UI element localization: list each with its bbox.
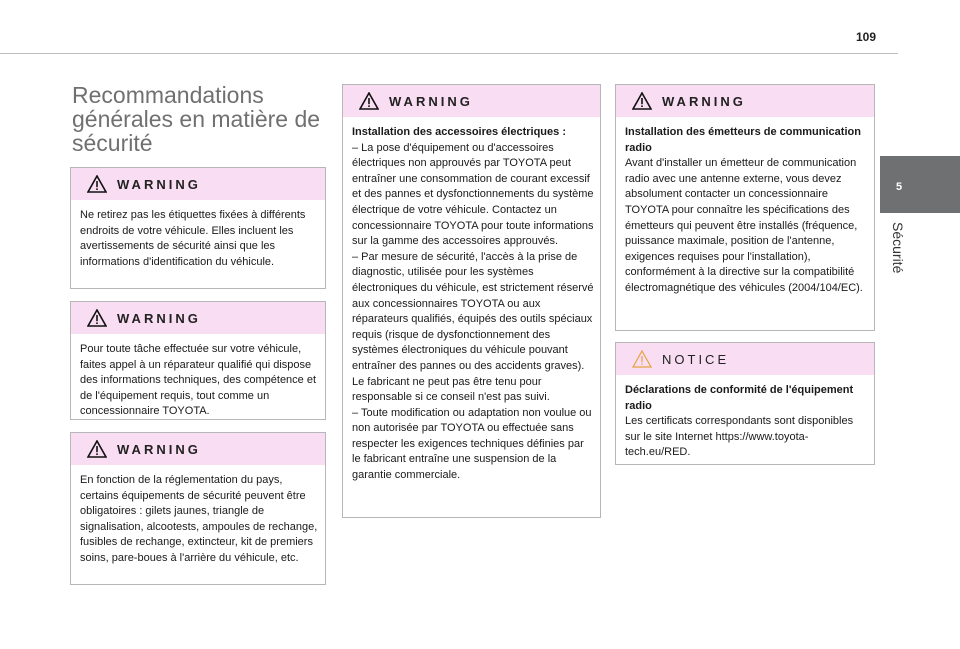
chapter-tab xyxy=(880,156,960,213)
notice-header xyxy=(616,343,874,375)
warning-label: WARNING xyxy=(117,177,201,192)
warning-triangle-icon xyxy=(87,309,107,327)
warning-header xyxy=(71,433,325,465)
chapter-tab-number: 5 xyxy=(896,181,903,193)
warning-text: – Toute modification ou adaptation non voulue ou non autorisée par TOYOTA ou effectuée sans respecter les exigences techniques définies par le fabricant entraîne une suspension de la garantie commerciale. xyxy=(352,406,592,482)
warning-box xyxy=(70,432,326,585)
chapter-tab-label: Sécurité xyxy=(890,222,906,274)
warning-heading: Installation des émetteurs de communication radio xyxy=(625,126,861,154)
warning-label: WARNING xyxy=(117,442,201,457)
warning-triangle-icon xyxy=(632,92,652,110)
warning-triangle-icon xyxy=(87,440,107,458)
notice-heading: Déclarations de conformité de l'équipement radio xyxy=(625,384,854,412)
notice-box xyxy=(615,342,875,465)
warning-header xyxy=(616,85,874,117)
warning-text: Pour toute tâche effectuée sur votre véhicule, faites appel à un réparateur qualifié qui dispose des informations techniques, des compétence et de l'équipement requis, tout comme un concessionnaire TOYOTA. xyxy=(80,343,317,418)
warning-box xyxy=(70,167,326,289)
notice-text: Les certificats correspondants sont disponibles sur le site Internet https://www.toyota-tech.eu/RED. xyxy=(625,415,854,459)
page-number: 109 xyxy=(856,30,877,44)
notice-label: NOTICE xyxy=(662,352,730,367)
warning-header xyxy=(71,302,325,334)
notice-triangle-icon xyxy=(632,350,652,368)
warning-text: En fonction de la réglementation du pays, certains équipements de sécurité peuvent être obligatoires : gilets jaunes, triangle de signalisation, alcootests, ampoules de rechange, fusibles de rechange, extincteur, kit de premiers soins, pare-boues à l'arrière du véhicule, etc. xyxy=(80,474,318,564)
warning-box xyxy=(342,84,601,518)
warning-text: Ne retirez pas les étiquettes fixées à différents endroits de votre véhicule. Elles incluent les avertissements de sécurité ainsi que les informations d'identification du véhicule. xyxy=(80,209,306,268)
warning-heading: Installation des accessoires électriques : xyxy=(352,126,566,138)
warning-text: – Par mesure de sécurité, l'accès à la prise de diagnostic, utilisée pour les systèmes électroniques du véhicule, est strictement réservé aux concessionnaires TOYOTA ou aux réparateurs qualifiés, équipés des outils spéciaux requis (risque de dysfonctionnement des systèmes électroniques du véhicule pouvant entraîner des pannes ou des accidents graves). Le fabricant ne peut pas être tenu pour responsable si ce conseil n'est pas suivi. xyxy=(352,250,594,404)
warning-triangle-icon xyxy=(359,92,379,110)
warning-triangle-icon xyxy=(87,175,107,193)
warning-box xyxy=(70,301,326,420)
warning-header xyxy=(343,85,600,117)
header-divider xyxy=(0,53,898,54)
warning-text: – La pose d'équipement ou d'accessoires électriques non approuvés par TOYOTA peut entraîner une consommation de courant excessif et des pannes et dysfonctionnements du système électrique de votre véhicule. Contactez un concessionnaire TOYOTA pour toute informations sur la gamme des accessoires approuvés. xyxy=(352,141,594,248)
warning-label: WARNING xyxy=(662,94,746,109)
warning-label: WARNING xyxy=(117,311,201,326)
warning-header xyxy=(71,168,325,200)
warning-label: WARNING xyxy=(389,94,473,109)
warning-box xyxy=(615,84,875,331)
warning-text: Avant d'installer un émetteur de communication radio avec une antenne externe, vous devez absolument contacter un concessionnaire TOYOTA pour connaître les spécifications des émetteurs qui peuvent être installés (fréquence, puissance maximale, position de l'antenne, exigences requises pour l'installation), conformément à la directive sur la compatibilité électromagnétique des véhicules (2004/104/EC). xyxy=(625,157,863,294)
page-title: Recommandations générales en matière de sécurité xyxy=(72,82,321,156)
